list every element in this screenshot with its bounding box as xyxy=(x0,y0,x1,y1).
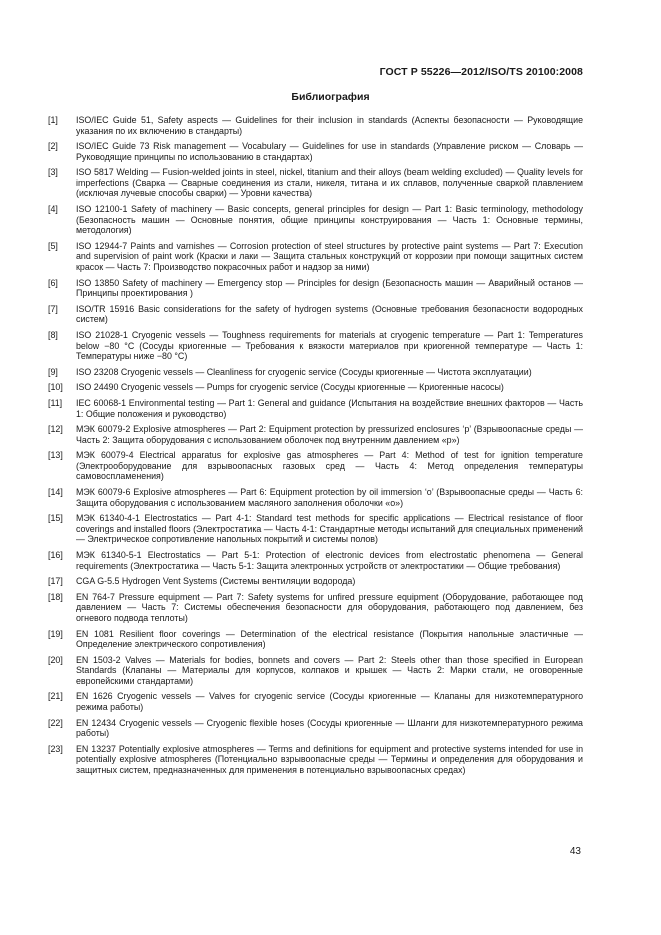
reference-item xyxy=(48,576,583,587)
standard-code-header: ГОСТ Р 55226—2012/ISO/TS 20100:2008 xyxy=(379,66,583,78)
reference-text: EN 1626 Cryogenic vessels — Valves for cryogenic service (Сосуды криогенные — Клапаны для низкотемпературного режима работы) xyxy=(76,691,583,713)
reference-number: [21] xyxy=(48,691,63,702)
reference-number: [3] xyxy=(48,167,58,178)
reference-text: ISO 5817 Welding — Fusion-welded joints in steel, nickel, titanium and their alloys (beam welding excluded) — Quality levels for imperfections (Сварка — Сварные соединения из стали, никеля, титана и их сплавов, полученные сваркой плавлением (исключая лучевые способы сварки) — Уровни качества) xyxy=(76,167,583,199)
reference-text: ISO 13850 Safety of machinery — Emergency stop — Principles for design (Безопасность машин — Аварийный останов — Принципы проектирования ) xyxy=(76,277,583,299)
reference-item xyxy=(48,304,583,325)
reference-text: МЭК 60079-6 Explosive atmospheres — Part 6: Equipment protection by oil immersion ‘o’ (Взрывоопасные среды — Часть 6: Защита оборудования с использованием масляного заполнения оболочки «o») xyxy=(76,487,583,508)
reference-item xyxy=(48,513,583,545)
reference-item xyxy=(48,550,583,571)
reference-item xyxy=(48,278,583,299)
reference-text: ISO/IEC Guide 73 Risk management — Vocabulary — Guidelines for use in standards (Управление риском — Словарь — Руководящие принципы по использованию в стандартах) xyxy=(76,141,583,162)
reference-item xyxy=(48,115,583,136)
reference-text: МЭК 61340-4-1 Electrostatics — Part 4-1: Standard test methods for specific applications — Electrical resistance of floor coverings and installed floors (Электростатика — Часть 4-1: Стандартные методы испытаний для специальных применений — Электрическое сопротивление напольных покрытий и системы полов) xyxy=(76,513,583,545)
reference-number: [12] xyxy=(48,424,63,435)
reference-text: ISO/TR 15916 Basic considerations for the safety of hydrogen systems (Основные требования безопасности водородных систем) xyxy=(76,303,583,325)
reference-text: CGA G-5.5 Hydrogen Vent Systems (Системы вентиляции водорода) xyxy=(76,576,356,587)
reference-text: EN 1503-2 Valves — Materials for bodies, bonnets and covers — Part 2: Steels other than those specified in European Standards (Клапаны — Материалы для корпусов, колпаков и крышек — Часть 2: Марки стали, не оговоренные европейскими стандартами) xyxy=(76,654,583,686)
reference-number: [10] xyxy=(48,382,63,393)
reference-number: [7] xyxy=(48,303,58,314)
reference-text: ISO 24490 Cryogenic vessels — Pumps for cryogenic service (Сосуды криогенные — Криогенные насосы) xyxy=(76,382,504,393)
reference-number: [16] xyxy=(48,550,63,560)
reference-text: МЭК 60079-4 Electrical apparatus for explosive gas atmospheres — Part 4: Method of test for ignition temperature (Электрооборудование для взрывоопасных газовых сред — Часть 4: Метод определения температуры самовоспламенения) xyxy=(76,450,583,482)
reference-item xyxy=(48,691,583,712)
reference-item xyxy=(48,424,583,445)
reference-number: [6] xyxy=(48,277,58,288)
reference-text: МЭК 61340-5-1 Electrostatics — Part 5-1: Protection of electronic devices from electrostatic phenomena — General requirements (Электростатика — Часть 5-1: Защита электронных устройств от электростатики — Общие требования) xyxy=(76,550,583,571)
reference-item xyxy=(48,629,583,650)
reference-item xyxy=(48,367,583,378)
reference-number: [15] xyxy=(48,513,63,524)
reference-number: [13] xyxy=(48,450,63,461)
reference-number: [1] xyxy=(48,115,58,125)
reference-text: МЭК 60079-2 Explosive atmospheres — Part 2: Equipment protection by pressurized enclosures ‘p’ (Взрывоопасные среды — Часть 2: Защита оборудования с использованием оболочек под внутренним давлением «p») xyxy=(76,424,583,445)
reference-text: EN 1081 Resilient floor coverings — Determination of the electrical resistance (Покрытия напольные эластичные — Определение электрического сопротивления) xyxy=(76,628,583,650)
reference-item xyxy=(48,204,583,236)
reference-item xyxy=(48,744,583,776)
reference-item xyxy=(48,487,583,508)
reference-number: [14] xyxy=(48,487,63,498)
reference-number: [18] xyxy=(48,591,63,602)
reference-number: [19] xyxy=(48,628,63,639)
reference-item xyxy=(48,330,583,362)
reference-text: ISO 21028-1 Cryogenic vessels — Toughness requirements for materials at cryogenic temperature — Part 1: Temperatures below −80 °C (Сосуды криогенные — Требования к вязкости материалов при криогенной температуре — Часть 1: Температуры ниже −80 °C) xyxy=(76,329,583,362)
reference-number: [5] xyxy=(48,240,58,251)
reference-item xyxy=(48,382,583,393)
reference-text: EN 12434 Cryogenic vessels — Cryogenic flexible hoses (Сосуды криогенные — Шланги для низкотемпературного режима работы) xyxy=(76,717,583,739)
reference-item xyxy=(48,141,583,162)
bibliography-title: Библиография xyxy=(291,91,370,103)
reference-text: EN 13237 Potentially explosive atmospheres — Terms and definitions for equipment and protective systems intended for use in potentially explosive atmospheres (Потенциально взрывоопасные среды — Термины и определения для оборудования и защитных систем, предназначенных для применения в потенциально взрывоопасных средах) xyxy=(76,743,583,775)
reference-text: ISO 12100-1 Safety of machinery — Basic concepts, general principles for design — Part 1: Basic terminology, methodology (Безопасность машин — Основные понятия, общие принципы конструирования — Часть 1: Основные термины, методология) xyxy=(76,204,583,236)
reference-number: [22] xyxy=(48,717,63,728)
reference-text: EN 764-7 Pressure equipment — Part 7: Safety systems for unfired pressure equipment (Оборудование, работающее под давлением — Часть 7: Системы обеспечения безопасности для оборудования, работающего под давлением, без огневого подвода теплоты) xyxy=(76,591,583,623)
reference-number: [20] xyxy=(48,654,63,665)
reference-number: [17] xyxy=(48,576,63,587)
reference-item xyxy=(48,718,583,739)
reference-number: [4] xyxy=(48,204,58,215)
reference-number: [11] xyxy=(48,397,63,408)
reference-item xyxy=(48,655,583,687)
reference-number: [2] xyxy=(48,141,58,152)
reference-list xyxy=(48,115,583,781)
reference-text: ISO 23208 Cryogenic vessels — Cleanliness for cryogenic service (Сосуды криогенные — Чистота эксплуатации) xyxy=(76,366,532,377)
reference-number: [9] xyxy=(48,366,58,377)
reference-text: ISO 12944-7 Paints and varnishes — Corrosion protection of steel structures by protective paint systems — Part 7: Execution and supervision of paint work (Краски и лаки — Защита стальных конструкций от коррозии при помощи защитных систем красок — Часть 7: Производство покрасочных работ и надзор за ними) xyxy=(76,240,583,272)
reference-item xyxy=(48,241,583,273)
reference-item xyxy=(48,592,583,624)
page-number: 43 xyxy=(569,846,581,857)
reference-text: IEC 60068-1 Environmental testing — Part 1: General and guidance (Испытания на воздействие внешних факторов — Часть 1: Общие положения и руководство) xyxy=(76,397,583,419)
reference-item xyxy=(48,450,583,482)
reference-item xyxy=(48,398,583,419)
reference-text: ISO/IEC Guide 51, Safety aspects — Guidelines for their inclusion in standards (Аспекты безопасности — Руководящие указания по их включению в стандарты) xyxy=(76,115,583,136)
reference-item xyxy=(48,167,583,199)
reference-number: [8] xyxy=(48,329,58,340)
reference-number: [23] xyxy=(48,743,63,754)
